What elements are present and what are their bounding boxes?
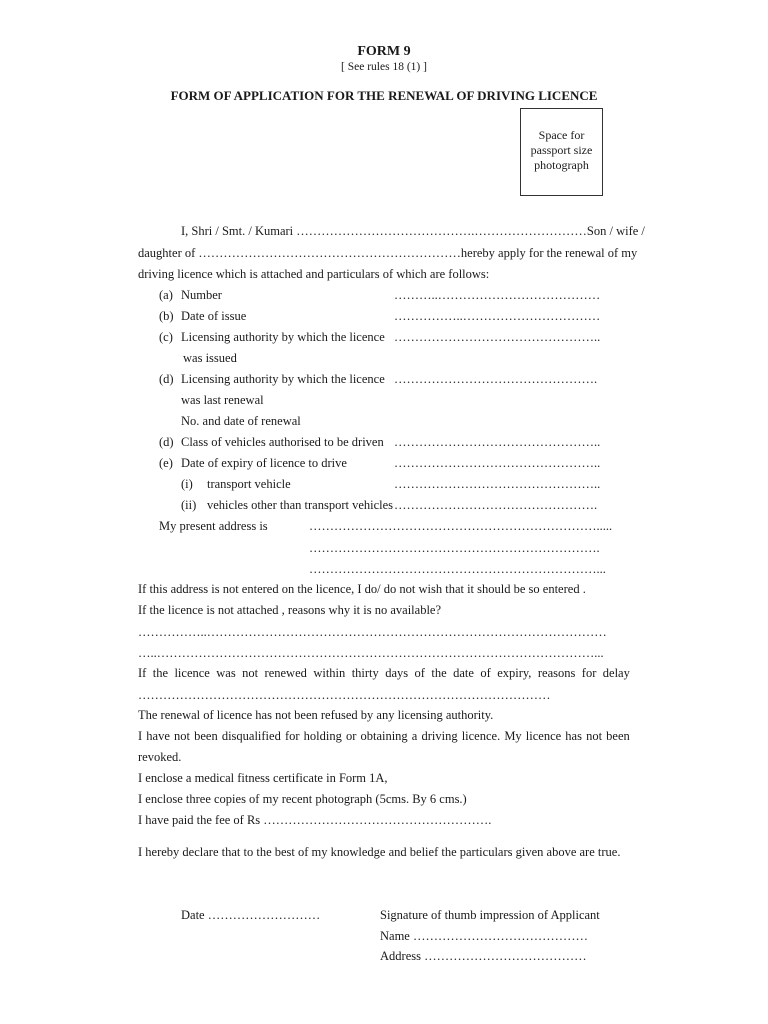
name-field: Name …………………………………… [380,929,588,943]
revoked-text: revoked. [138,750,182,764]
word: driving [421,729,458,743]
particular-label: Class of vehicles authorised to be driven [181,435,384,449]
rules-reference: [ See rules 18 (1) ] [341,61,427,73]
particular-label: transport vehicle [207,477,291,491]
photo-box-line: passport size [530,143,593,157]
intro-line-2 [138,246,638,260]
word: or [345,729,357,743]
intro-relation: Son / wife / [586,224,645,238]
word: expiry, [497,666,532,680]
intro-parent-field: daughter of ……………………………………………………… [138,246,461,260]
intro-line-1 [181,224,645,238]
form-title: FORM OF APPLICATION FOR THE RENEWAL OF DRIVING LICENCE [170,88,598,103]
word: days [385,666,409,680]
delay-dots-line: ……………………………………………………………………………………… [138,688,551,702]
intro-name-field: I, Shri / Smt. / Kumari …………………………………….……………………… [181,224,587,238]
photo-box-line: Space for [538,128,585,142]
address-dots-line: ……………………………………………………………..... [309,519,613,533]
particular-dots: …………………………………………. [394,372,598,386]
particular-dots: …………………………………………. [394,498,598,512]
word: was [216,666,236,680]
not-attached-question: If the licence is not attached , reasons why it is no available? [138,603,442,617]
address-dots-line: ……………………………………………………………... [309,562,606,576]
word: reasons [537,666,576,680]
intro-line-3: driving licence which is attached and particulars of which are follows: [138,267,490,281]
particular-label: Number [181,288,222,302]
particular-label: Date of issue [181,309,247,323]
particular-marker: (d) [159,435,174,449]
word: If [138,666,147,680]
word: has [565,729,582,743]
particular-marker: (a) [159,288,173,302]
word: not [586,729,603,743]
fee-statement: I have paid the fee of Rs ………………………………………………. [138,813,492,827]
word: the [152,666,169,680]
not-refused-statement: The renewal of licence has not been refused by any licensing authority. [138,708,494,722]
word: disqualified [221,729,281,743]
word: for [581,666,597,680]
word: not [242,666,259,680]
date-field: Date ……………………… [181,908,321,922]
particular-dots: ………………………………………….. [394,456,601,470]
particular-label: Licensing authority by which the licence [181,330,385,344]
particular-marker: (ii) [181,498,197,512]
reason-dots-line: ……………..…………………………………………………………………………………… [138,625,607,639]
particular-label-continued: No. and date of renewal [181,414,301,428]
particular-marker: (c) [159,330,173,344]
word: obtaining [360,729,408,743]
photo-box [520,108,603,196]
word: date [453,666,474,680]
particular-label: Licensing authority by which the licence [181,372,385,386]
particular-dots: ………………………………………….. [394,477,601,491]
delay-question [138,667,630,680]
medical-certificate-statement: I enclose a medical fitness certificate in Form 1A, [138,771,388,785]
address-dots-line: ……………………………………………………………. [309,541,600,555]
word: the [431,666,447,680]
word: for [284,729,300,743]
particular-label-continued: was issued [183,351,237,365]
particular-label: vehicles other than transport vehicles [207,498,394,512]
word: within [313,666,346,680]
word: been [194,729,218,743]
form-number: FORM 9 [357,44,411,59]
word: of [414,666,425,680]
particular-marker: (b) [159,309,174,323]
particular-label: Date of expiry of licence to drive [181,456,347,470]
word: delay [602,666,630,680]
particular-dots: ………………………………………….. [394,330,601,344]
word: licence [174,666,210,680]
particular-marker: (d) [159,372,174,386]
word: of [480,666,491,680]
particular-dots: ……………..…………………………… [394,309,601,323]
word: renewed [264,666,307,680]
particular-dots: ………..………………………………… [394,288,601,302]
particular-marker: (i) [181,477,193,491]
word: I [138,729,143,743]
word: a [411,729,418,743]
particular-dots: ………………………………………….. [394,435,601,449]
word: holding [303,729,342,743]
reason-dots-line: …..……………………………………………………………………………………………... [138,646,604,660]
word: licence. [461,729,501,743]
photo-box-line: photograph [534,158,589,172]
declaration: I hereby declare that to the best of my knowledge and belief the particulars given above are true. [138,845,621,859]
word: My [504,729,522,743]
word: not [174,729,190,743]
photographs-statement: I enclose three copies of my recent photograph (5cms. By 6 cms.) [138,792,467,806]
word: been [606,729,630,743]
particular-marker: (e) [159,456,173,470]
intro-apply-text: hereby apply for the renewal of my [460,246,638,260]
disqualified-statement [138,730,630,743]
word: have [146,729,170,743]
address-label: My present address is [159,519,268,533]
address-field: Address ………………………………… [380,949,587,963]
particular-label-continued: was last renewal [181,393,264,407]
signature-label: Signature of thumb impression of Applicant [380,908,600,922]
word: thirty [351,666,379,680]
word: licence [525,729,562,743]
address-note: If this address is not entered on the licence, I do/ do not wish that it should be so entered . [138,582,586,596]
